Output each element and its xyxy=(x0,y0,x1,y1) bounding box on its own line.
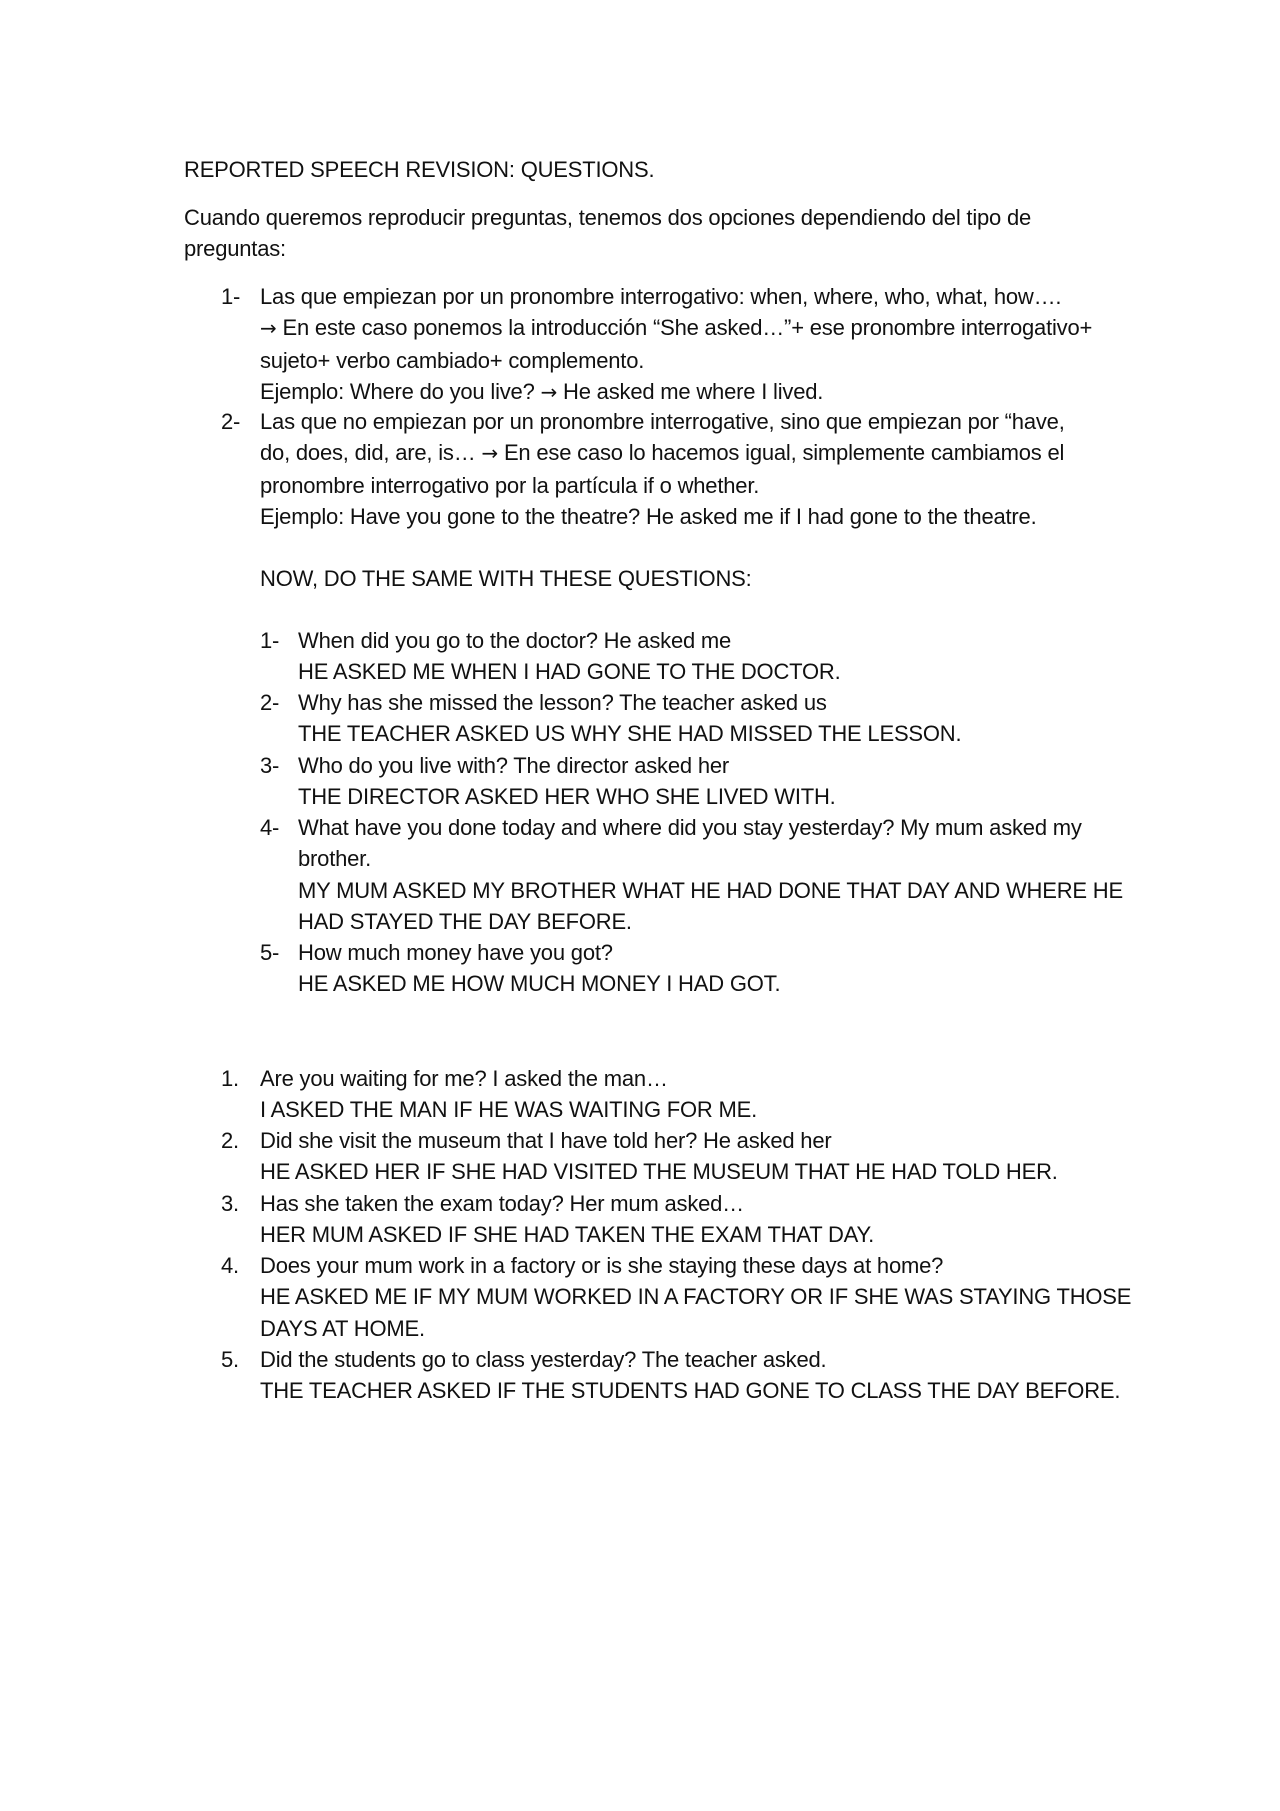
exercise-number: 1. xyxy=(221,1066,239,1091)
rule-number: 1- xyxy=(221,284,241,309)
rule-text: do, does, did, are, is… xyxy=(260,440,476,466)
exercise-answer: THE TEACHER ASKED US WHY SHE HAD MISSED THE LESSON. xyxy=(298,721,962,747)
rule-number: 2- xyxy=(221,409,241,434)
rule-text: sujeto+ verbo cambiado+ complemento. xyxy=(260,347,645,373)
exercise-question: Why has she missed the lesson? The teacher asked us xyxy=(298,690,827,715)
rule-example: He asked me where I lived. xyxy=(563,378,824,404)
exercise-answer: HAD STAYED THE DAY BEFORE. xyxy=(298,908,632,934)
exercise-question: Who do you live with? The director asked her xyxy=(298,753,730,778)
rule-text: pronombre interrogativo por la partícula if o whether. xyxy=(260,472,760,498)
exercise-answer: HE ASKED ME IF MY MUM WORKED IN A FACTORY OR IF SHE WAS STAYING THOSE xyxy=(260,1284,1132,1310)
exercise-question: Are you waiting for me? I asked the man… xyxy=(260,1066,668,1091)
intro-paragraph xyxy=(184,202,1031,265)
rule-text: En este caso ponemos la introducción “She asked…”+ ese pronombre interrogativo+ xyxy=(282,315,1093,341)
intro-line-2: preguntas: xyxy=(184,236,286,262)
rule-example: Ejemplo: Have you gone to the theatre? He asked me if I had gone to the theatre. xyxy=(260,503,1037,529)
exercise-question: When did you go to the doctor? He asked me xyxy=(298,628,732,653)
exercise-answer: HE ASKED HER IF SHE HAD VISITED THE MUSEUM THAT HE HAD TOLD HER. xyxy=(260,1159,1058,1185)
exercise-question: Does your mum work in a factory or is she staying these days at home? xyxy=(260,1253,944,1278)
exercise-answer: HER MUM ASKED IF SHE HAD TAKEN THE EXAM THAT DAY. xyxy=(260,1222,875,1248)
rule-text: Las que empiezan por un pronombre interrogativo: when, where, who, what, how…. xyxy=(260,284,1062,309)
exercise-number: 2- xyxy=(260,690,280,715)
exercise-answer: MY MUM ASKED MY BROTHER WHAT HE HAD DONE THAT DAY AND WHERE HE xyxy=(298,877,1123,903)
exercise-number: 4- xyxy=(260,815,280,840)
exercise-question: Did she visit the museum that I have told her? He asked her xyxy=(260,1128,832,1153)
exercise-number: 1- xyxy=(260,628,280,653)
rule-example: Ejemplo: Where do you live? xyxy=(260,378,535,404)
rule-example-line xyxy=(260,376,1092,408)
rule-text: Las que no empiezan por un pronombre interrogative, sino que empiezan por “have, xyxy=(260,409,1065,434)
rule-text: En ese caso lo hacemos igual, simplemente cambiamos el xyxy=(503,440,1065,466)
exercise-number: 3. xyxy=(221,1191,239,1216)
arrow-right-icon: → xyxy=(260,316,277,341)
exercise-answer: THE TEACHER ASKED IF THE STUDENTS HAD GONE TO CLASS THE DAY BEFORE. xyxy=(260,1378,1121,1404)
exercise-question: How much money have you got? xyxy=(298,940,613,965)
rule-text-line xyxy=(260,437,1065,469)
exercise-question: Did the students go to class yesterday? The teacher asked. xyxy=(260,1347,827,1372)
exercise-question: Has she taken the exam today? Her mum asked… xyxy=(260,1191,744,1216)
exercise-number: 5. xyxy=(221,1347,239,1372)
arrow-right-icon: → xyxy=(481,441,499,466)
exercise-answer: HE ASKED ME WHEN I HAD GONE TO THE DOCTOR. xyxy=(298,659,841,685)
arrow-right-icon: → xyxy=(540,379,558,404)
exercise-answer: THE DIRECTOR ASKED HER WHO SHE LIVED WITH. xyxy=(298,784,836,810)
exercise-number: 3- xyxy=(260,753,280,778)
exercise-answer: I ASKED THE MAN IF HE WAS WAITING FOR ME. xyxy=(260,1097,758,1123)
rule-text-line xyxy=(260,312,1092,344)
exercise-answer: DAYS AT HOME. xyxy=(260,1315,425,1341)
page-title: REPORTED SPEECH REVISION: QUESTIONS. xyxy=(184,157,655,182)
exercise-number: 2. xyxy=(221,1128,239,1153)
exercise-number: 4. xyxy=(221,1253,239,1278)
exercise-number: 5- xyxy=(260,940,280,965)
instruction-heading: NOW, DO THE SAME WITH THESE QUESTIONS: xyxy=(260,566,752,591)
intro-line-1: Cuando queremos reproducir preguntas, tenemos dos opciones dependiendo del tipo de xyxy=(184,205,1032,230)
exercise-question: brother. xyxy=(298,846,372,872)
exercise-answer: HE ASKED ME HOW MUCH MONEY I HAD GOT. xyxy=(298,971,781,997)
exercise-question: What have you done today and where did you stay yesterday? My mum asked my xyxy=(298,815,1082,840)
